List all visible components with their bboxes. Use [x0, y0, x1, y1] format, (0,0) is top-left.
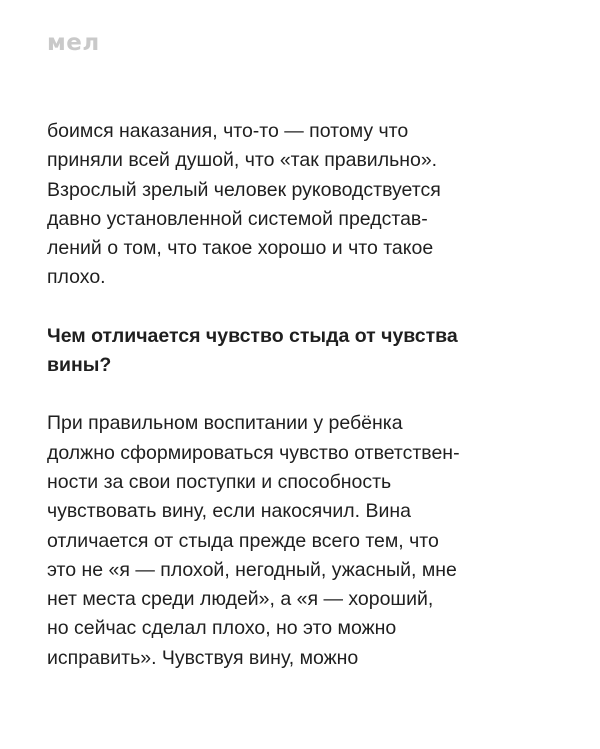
paragraph-line: боимся наказания, что-то — потому что — [47, 120, 409, 142]
paragraph-line: нет места среди людей», а «я — хороший, — [47, 588, 434, 611]
paragraph-line: лений о том, что такое хорошо и что такое — [47, 237, 434, 260]
paragraph-line: При правильном воспитании у ребёнка — [47, 412, 403, 435]
section-heading — [47, 322, 567, 381]
brand-logo: мел — [47, 30, 100, 56]
paragraph-2 — [47, 409, 567, 673]
paragraph-line: чувствовать вину, если накосячил. Вина — [47, 500, 412, 523]
paragraph-line: исправить». Чувствуя вину, можно — [47, 646, 359, 669]
heading-line: Чем отличается чувство стыда от чувства — [47, 324, 458, 347]
article-body — [47, 117, 567, 673]
paragraph-line: но сейчас сделал плохо, но это можно — [47, 617, 397, 640]
paragraph-line: ности за свои поступки и способность — [47, 470, 392, 493]
paragraph-1 — [47, 117, 567, 293]
paragraph-line: должно сформироваться чувство ответствен- — [47, 441, 460, 464]
heading-line: вины? — [47, 354, 112, 377]
paragraph-line: давно установленной системой представ- — [47, 207, 428, 230]
paragraph-line: Взрослый зрелый человек руководствуется — [47, 178, 441, 201]
paragraph-line: плохо. — [47, 266, 106, 289]
paragraph-line: приняли всей душой, что «так правильно». — [47, 149, 438, 172]
paragraph-line: отличается от стыда прежде всего тем, что — [47, 529, 439, 552]
paragraph-line: это не «я — плохой, негодный, ужасный, мне — [47, 558, 457, 581]
